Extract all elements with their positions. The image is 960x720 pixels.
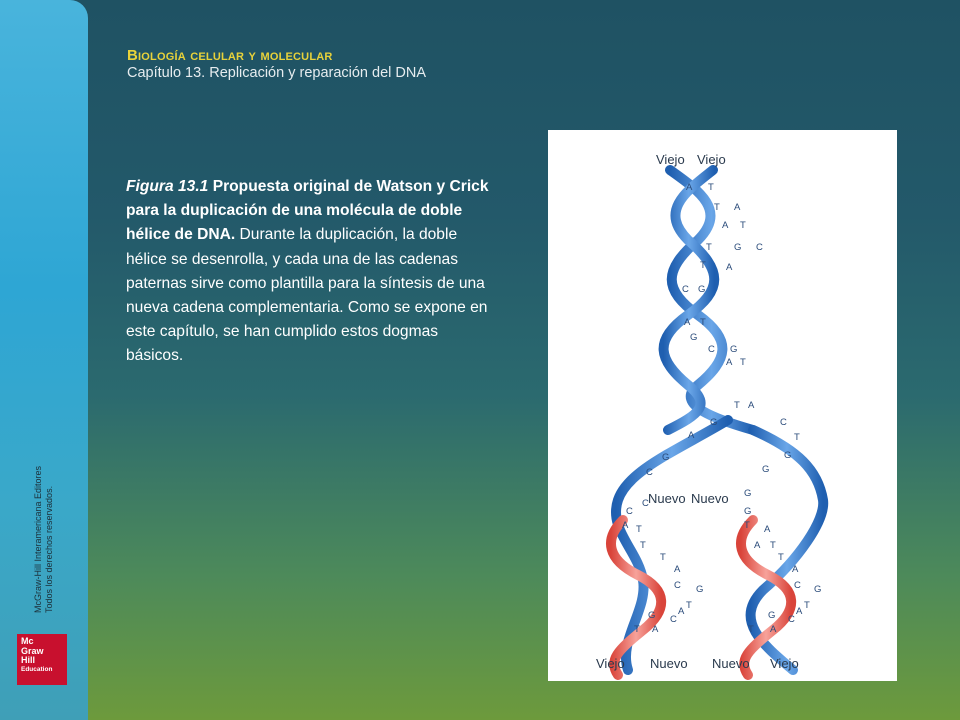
svg-text:T: T — [700, 317, 706, 328]
svg-text:G: G — [662, 452, 670, 463]
svg-text:G: G — [762, 464, 770, 475]
course-title: Biología celular y molecular — [127, 47, 333, 64]
svg-text:G: G — [814, 584, 822, 595]
copyright-line-1: McGraw-Hill Interamericana Editores — [33, 465, 43, 613]
svg-text:G: G — [690, 332, 698, 343]
svg-text:T: T — [770, 540, 776, 551]
svg-text:T: T — [700, 260, 706, 271]
copyright-line-2: Todos los derechos reservados. — [44, 485, 54, 613]
svg-text:T: T — [740, 220, 746, 231]
svg-text:T: T — [640, 540, 646, 551]
svg-text:T: T — [714, 202, 720, 213]
svg-text:A: A — [684, 317, 691, 328]
svg-text:C: C — [626, 506, 633, 517]
svg-text:T: T — [706, 242, 712, 253]
svg-text:G: G — [730, 344, 738, 355]
svg-text:C: C — [794, 580, 801, 591]
svg-text:T: T — [778, 552, 784, 563]
svg-text:G: G — [768, 610, 776, 621]
figure-caption — [126, 175, 498, 369]
svg-text:T: T — [804, 600, 810, 611]
svg-text:G: G — [734, 242, 742, 253]
svg-text:A: A — [764, 524, 771, 535]
logo-line-3: Hill — [21, 655, 36, 665]
svg-text:A: A — [726, 262, 733, 273]
svg-text:G: G — [784, 450, 792, 461]
svg-text:T: T — [660, 552, 666, 563]
svg-text:A: A — [796, 606, 803, 617]
svg-text:C: C — [646, 467, 653, 478]
svg-text:C: C — [756, 242, 763, 253]
svg-text:C: C — [708, 344, 715, 355]
label-old-bottom-4: Viejo — [770, 656, 799, 671]
svg-text:A: A — [726, 357, 733, 368]
caption-body-text: Durante la duplicación, la doble hélice se desenrolla, y cada una de las cadenas paternas sirve como plantilla para la síntesis de una nueva cadena complementaria. Como se expone en este capítulo, se han cumplido estos dogmas básicos. — [126, 226, 488, 365]
svg-text:A: A — [622, 520, 629, 531]
label-new-bottom-3: Nuevo — [712, 656, 750, 671]
svg-text:T: T — [634, 624, 640, 635]
svg-text:T: T — [636, 524, 642, 535]
chapter-title: Capítulo 13. Replicación y reparación del DNA — [127, 65, 427, 81]
svg-text:C: C — [670, 614, 677, 625]
svg-text:A: A — [748, 400, 755, 411]
svg-text:A: A — [688, 430, 695, 441]
svg-text:G: G — [648, 610, 656, 621]
svg-text:A: A — [722, 220, 729, 231]
svg-text:G: G — [698, 284, 706, 295]
svg-text:A: A — [754, 540, 761, 551]
svg-text:T: T — [708, 182, 714, 193]
dna-replication-figure — [548, 130, 897, 681]
logo-line-2: Graw — [21, 645, 44, 656]
svg-text:C: C — [682, 284, 689, 295]
label-new-bottom-2: Nuevo — [650, 656, 688, 671]
old-strand-1-upper — [670, 170, 753, 430]
svg-text:A: A — [678, 606, 685, 617]
label-old-top-left: Viejo — [656, 152, 685, 167]
svg-text:A: A — [792, 564, 799, 575]
label-old-top-right: Viejo — [697, 152, 726, 167]
svg-text:T: T — [740, 357, 746, 368]
svg-text:A: A — [734, 202, 741, 213]
svg-text:C: C — [780, 417, 787, 428]
figure-label: Figura 13.1 — [126, 178, 209, 195]
label-old-bottom-1: Viejo — [596, 656, 625, 671]
svg-text:T: T — [734, 400, 740, 411]
svg-text:G: G — [696, 584, 704, 595]
svg-text:A: A — [674, 564, 681, 575]
copyright-notice — [33, 466, 55, 613]
svg-text:T: T — [794, 432, 800, 443]
logo-line-1: Mc — [21, 636, 34, 646]
svg-text:G: G — [744, 506, 752, 517]
svg-text:G: G — [710, 417, 718, 428]
new-strand-left — [611, 520, 661, 675]
caption-bold-text: Propuesta original de Watson y Crick para la duplicación de una molécula de doble hélice de DNA. — [126, 178, 489, 244]
svg-text:A: A — [686, 182, 693, 193]
svg-text:A: A — [652, 624, 659, 635]
label-new-middle-left: Nuevo — [648, 491, 686, 506]
svg-text:A: A — [770, 624, 777, 635]
base-pairs — [622, 182, 821, 635]
svg-text:T: T — [744, 520, 750, 531]
svg-text:G: G — [744, 488, 752, 499]
svg-text:T: T — [748, 624, 754, 635]
mcgraw-hill-logo — [17, 634, 67, 685]
svg-text:C: C — [788, 614, 795, 625]
logo-line-4: Education — [21, 665, 53, 673]
svg-text:C: C — [642, 498, 649, 509]
dna-diagram — [548, 130, 897, 681]
svg-text:C: C — [674, 580, 681, 591]
svg-text:T: T — [686, 600, 692, 611]
label-new-middle-right: Nuevo — [691, 491, 729, 506]
slide-header — [127, 47, 426, 81]
